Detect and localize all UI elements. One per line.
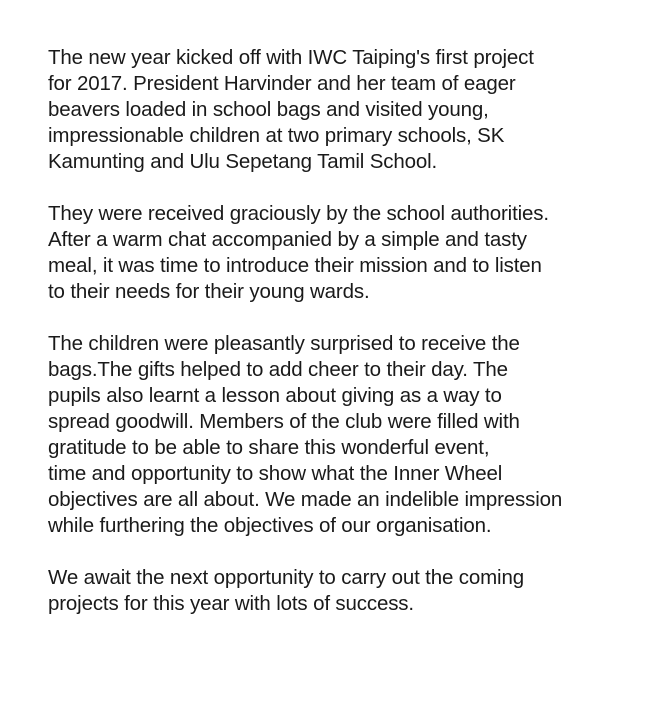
text-line: They were received graciously by the school authorities.	[48, 202, 549, 225]
text-line: time and opportunity to show what the Inner Wheel	[48, 462, 503, 485]
text-line: impressionable children at two primary schools, SK	[48, 124, 505, 147]
text-line: objectives are all about. We made an indelible impression	[48, 488, 563, 511]
paragraph-1	[48, 45, 638, 175]
text-line: The new year kicked off with IWC Taiping's first project	[48, 46, 534, 69]
text-line: gratitude to be able to share this wonderful event,	[48, 436, 490, 459]
text-line: for 2017. President Harvinder and her team of eager	[48, 72, 516, 95]
paragraph-2	[48, 201, 638, 305]
text-line: bags.The gifts helped to add cheer to their day. The	[48, 358, 508, 381]
text-line: The children were pleasantly surprised to receive the	[48, 332, 520, 355]
text-line: spread goodwill. Members of the club were filled with	[48, 410, 520, 433]
text-line: After a warm chat accompanied by a simple and tasty	[48, 228, 527, 251]
paragraph-4	[48, 565, 638, 617]
article-body	[48, 45, 638, 643]
text-line: to their needs for their young wards.	[48, 280, 370, 303]
text-line: beavers loaded in school bags and visited young,	[48, 98, 489, 121]
text-line: projects for this year with lots of success.	[48, 592, 414, 615]
text-line: We await the next opportunity to carry out the coming	[48, 566, 524, 589]
paragraph-3	[48, 331, 638, 539]
text-line: pupils also learnt a lesson about giving as a way to	[48, 384, 502, 407]
text-line: Kamunting and Ulu Sepetang Tamil School.	[48, 150, 438, 173]
text-line: while furthering the objectives of our organisation.	[48, 514, 492, 537]
text-line: meal, it was time to introduce their mission and to listen	[48, 254, 542, 277]
